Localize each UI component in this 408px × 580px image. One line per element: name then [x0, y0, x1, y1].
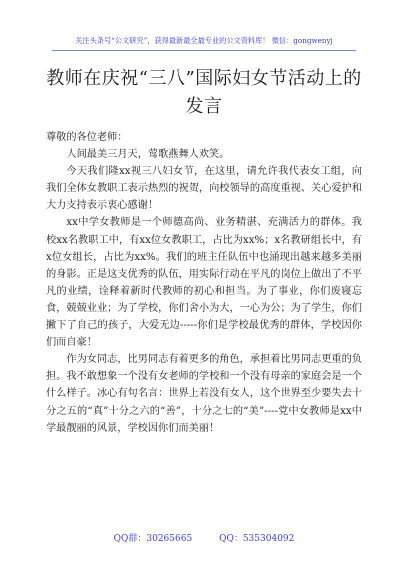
- footer-qq: QQ：535304092: [219, 534, 295, 544]
- paragraph: 今天我们隆xx视三八妇女节，在这里，请允许我代表女工组，向我们全体女教职工表示热烈的祝贺，向校领导的高度重视、关心爱护和大力支持表示衷心感谢！: [46, 166, 362, 212]
- footer-qq-group: QQ群：30265665: [113, 534, 193, 544]
- footer: [0, 531, 408, 544]
- paragraph: 作为女同志，比男同志有着更多的角色，承担着比男同志更重的负担。我不敢想象一个没有女老师的学校和一个没有母亲的家庭会是一个什么样子。冰心有句名言：世界上若没有女人，这个世界至少要失去十分之五的“真”十分之六的“善”，十分之七的“美”----党中女教师是xx中学最靓丽的风景，学校因你们而美丽！: [46, 354, 362, 434]
- document-body: [46, 129, 362, 437]
- salutation: 尊敬的各位老师：: [46, 132, 128, 143]
- header-divider: [52, 50, 356, 51]
- paragraph: 人间最美三月天，莺歌燕舞人欢笑。: [66, 149, 230, 161]
- paragraph: xx中学女教师是一个师德高尚、业务精湛、充满活力的群体。我校xx名教职工中，有xx位女教职工，占比为xx%；x名教研组长中，有x位女组长，占比为xx%。我们的班主任队伍中也涌现出越来越多美丽的身影。正是这支优秀的队伍，用实际行动在平凡的岗位上做出了不平凡的业绩，诠释着新时代教师的初心和担当。为了事业，你们废寝忘食，兢兢业业；为了学校，你们舍小为大，一心为公；为了学生，你们撇下了自己的孩子，大爱无边-----你们是学校最优秀的群体，学校因你们而自豪！: [46, 217, 362, 349]
- document-title-line-1: 教师在庆祝“三八”国际妇女节活动上的: [46, 68, 362, 89]
- header-banner: 关注头条号“公文研究”，获得最新最全最专业的公文资料库！ 微信：gongwenyj: [75, 36, 333, 45]
- document-title-line-2: 发言: [185, 96, 223, 117]
